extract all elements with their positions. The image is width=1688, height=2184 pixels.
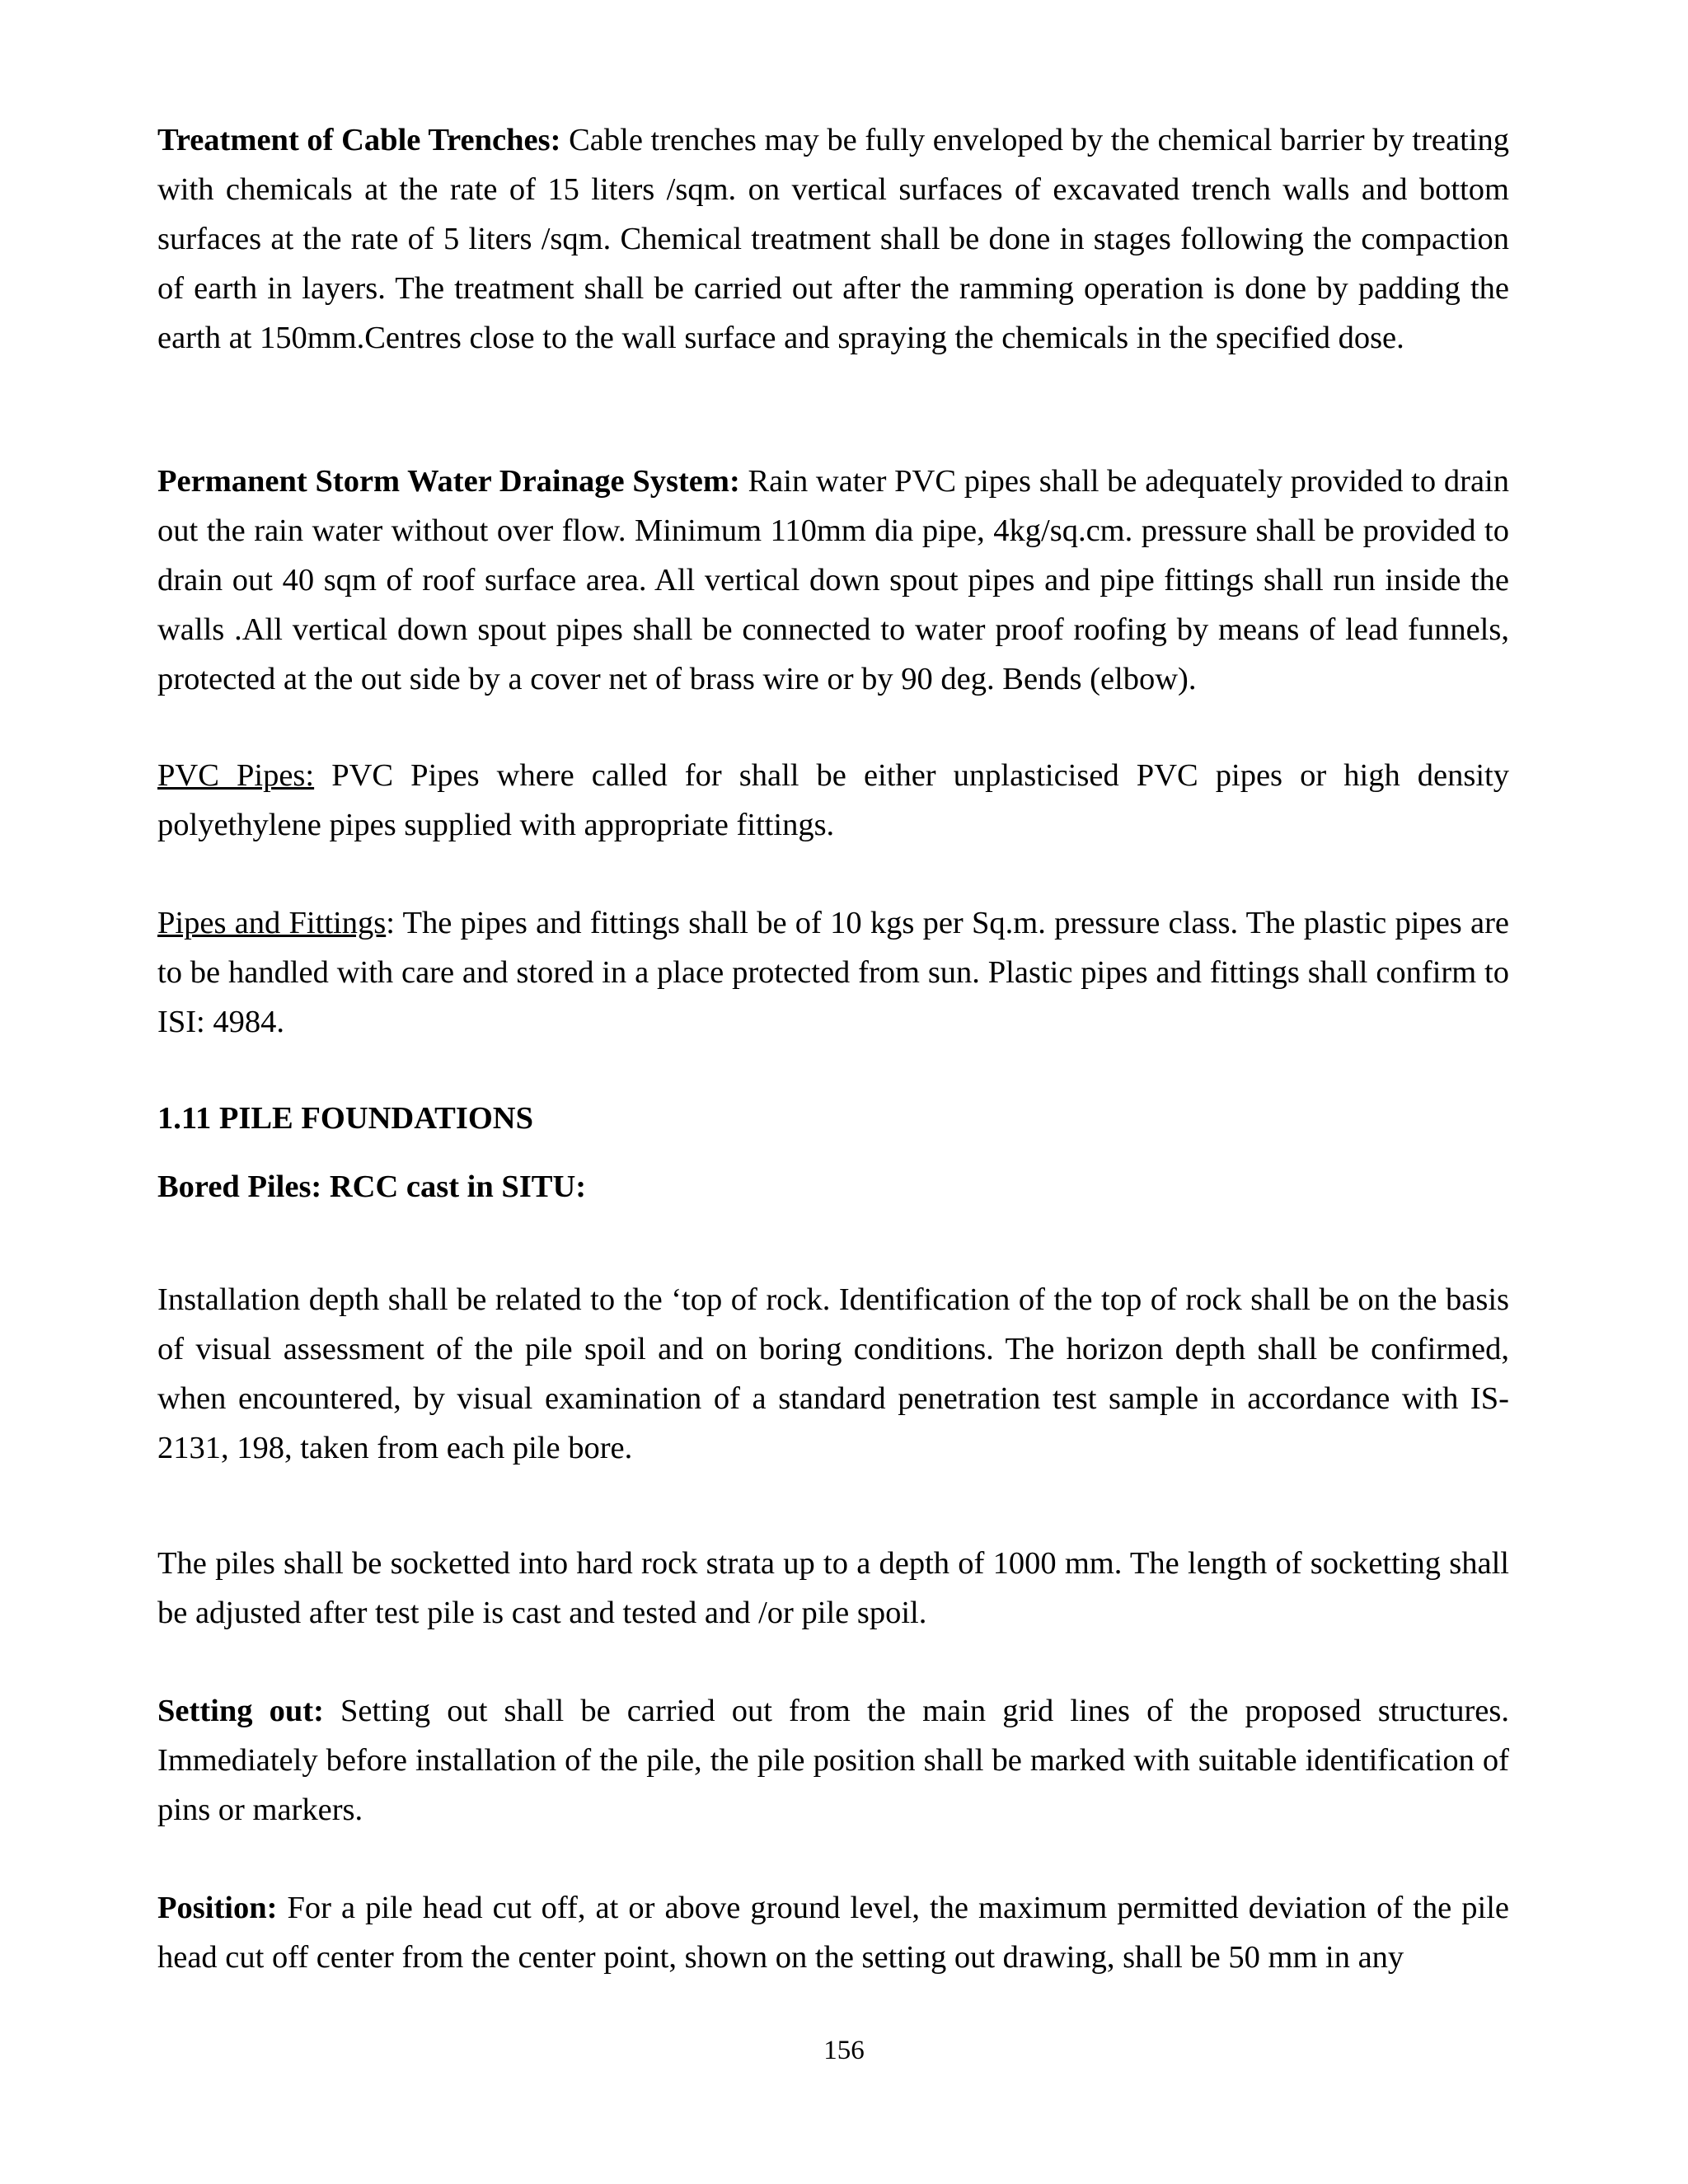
paragraph-body: PVC Pipes where called for shall be either unplasticised PVC pipes or high density polyethylene pipes supplied with appropriate fittings. [157, 758, 1509, 842]
paragraph-position [157, 1883, 1509, 1982]
paragraph-lead-underlined: Pipes and Fittings [157, 906, 387, 940]
paragraph-storm-water-drainage [157, 457, 1509, 704]
paragraph-body: Setting out shall be carried out from the main grid lines of the proposed structures. Immediately before installation of the pile, the pile position shall be marked with suitable identification of pins or markers. [157, 1694, 1509, 1827]
paragraph-body: Installation depth shall be related to the ‘top of rock. Identification of the top of rock shall be on the basis of visual assessment of the pile spoil and on boring conditions. The horizon depth shall be confirmed, when encountered, by visual examination of a standard penetration test sample in accordance with IS-2131, 198, taken from each pile bore. [157, 1282, 1509, 1465]
paragraph-pipes-and-fittings [157, 898, 1509, 1047]
paragraph-pvc-pipes [157, 751, 1509, 850]
paragraph-lead-bold: Permanent Storm Water Drainage System: [157, 464, 740, 499]
paragraph-body: The piles shall be socketted into hard rock strata up to a depth of 1000 mm. The length of socketting shall be adjusted after test pile is cast and tested and /or pile spoil. [157, 1546, 1509, 1630]
paragraph-lead-bold: Treatment of Cable Trenches: [157, 123, 561, 157]
paragraph-lead-underlined: PVC Pipes: [157, 758, 315, 793]
paragraph-lead-bold: Position: [157, 1891, 278, 1925]
section-subheading: Bored Piles: RCC cast in SITU: [157, 1169, 587, 1204]
page-number: 156 [823, 2036, 865, 2065]
paragraph-cable-trenches [157, 115, 1509, 363]
section-heading: 1.11 PILE FOUNDATIONS [157, 1101, 534, 1136]
paragraph-installation-depth [157, 1275, 1509, 1473]
paragraph-socketting [157, 1539, 1509, 1638]
paragraph-body: : The pipes and fittings shall be of 10 kgs per Sq.m. pressure class. The plastic pipes are to be handled with care and stored in a place protected from sun. Plastic pipes and fittings shall confirm to ISI: 4984. [157, 906, 1510, 1039]
paragraph-body: Rain water PVC pipes shall be adequately provided to drain out the rain water without over flow. Minimum 110mm dia pipe, 4kg/sq.cm. pressure shall be provided to drain out 40 sqm of roof surface area. All vertical down spout pipes and pipe fittings shall run inside the walls .All vertical down spout pipes shall be connected to water proof roofing by means of lead funnels, protected at the out side by a cover net of brass wire or by 90 deg. Bends (elbow). [157, 464, 1509, 696]
paragraph-setting-out [157, 1686, 1509, 1835]
paragraph-body: For a pile head cut off, at or above ground level, the maximum permitted deviation of the pile head cut off center from the center point, shown on the setting out drawing, shall be 50 mm in any [157, 1891, 1509, 1975]
paragraph-lead-bold: Setting out: [157, 1694, 324, 1728]
paragraph-body: Cable trenches may be fully enveloped by the chemical barrier by treating with chemicals at the rate of 15 liters /sqm. on vertical surfaces of excavated trench walls and bottom surfaces at the rate of 5 liters /sqm. Chemical treatment shall be done in stages following the compaction of earth in layers. The treatment shall be carried out after the ramming operation is done by padding the earth at 150mm.Centres close to the wall surface and spraying the chemicals in the specified dose. [157, 123, 1510, 355]
